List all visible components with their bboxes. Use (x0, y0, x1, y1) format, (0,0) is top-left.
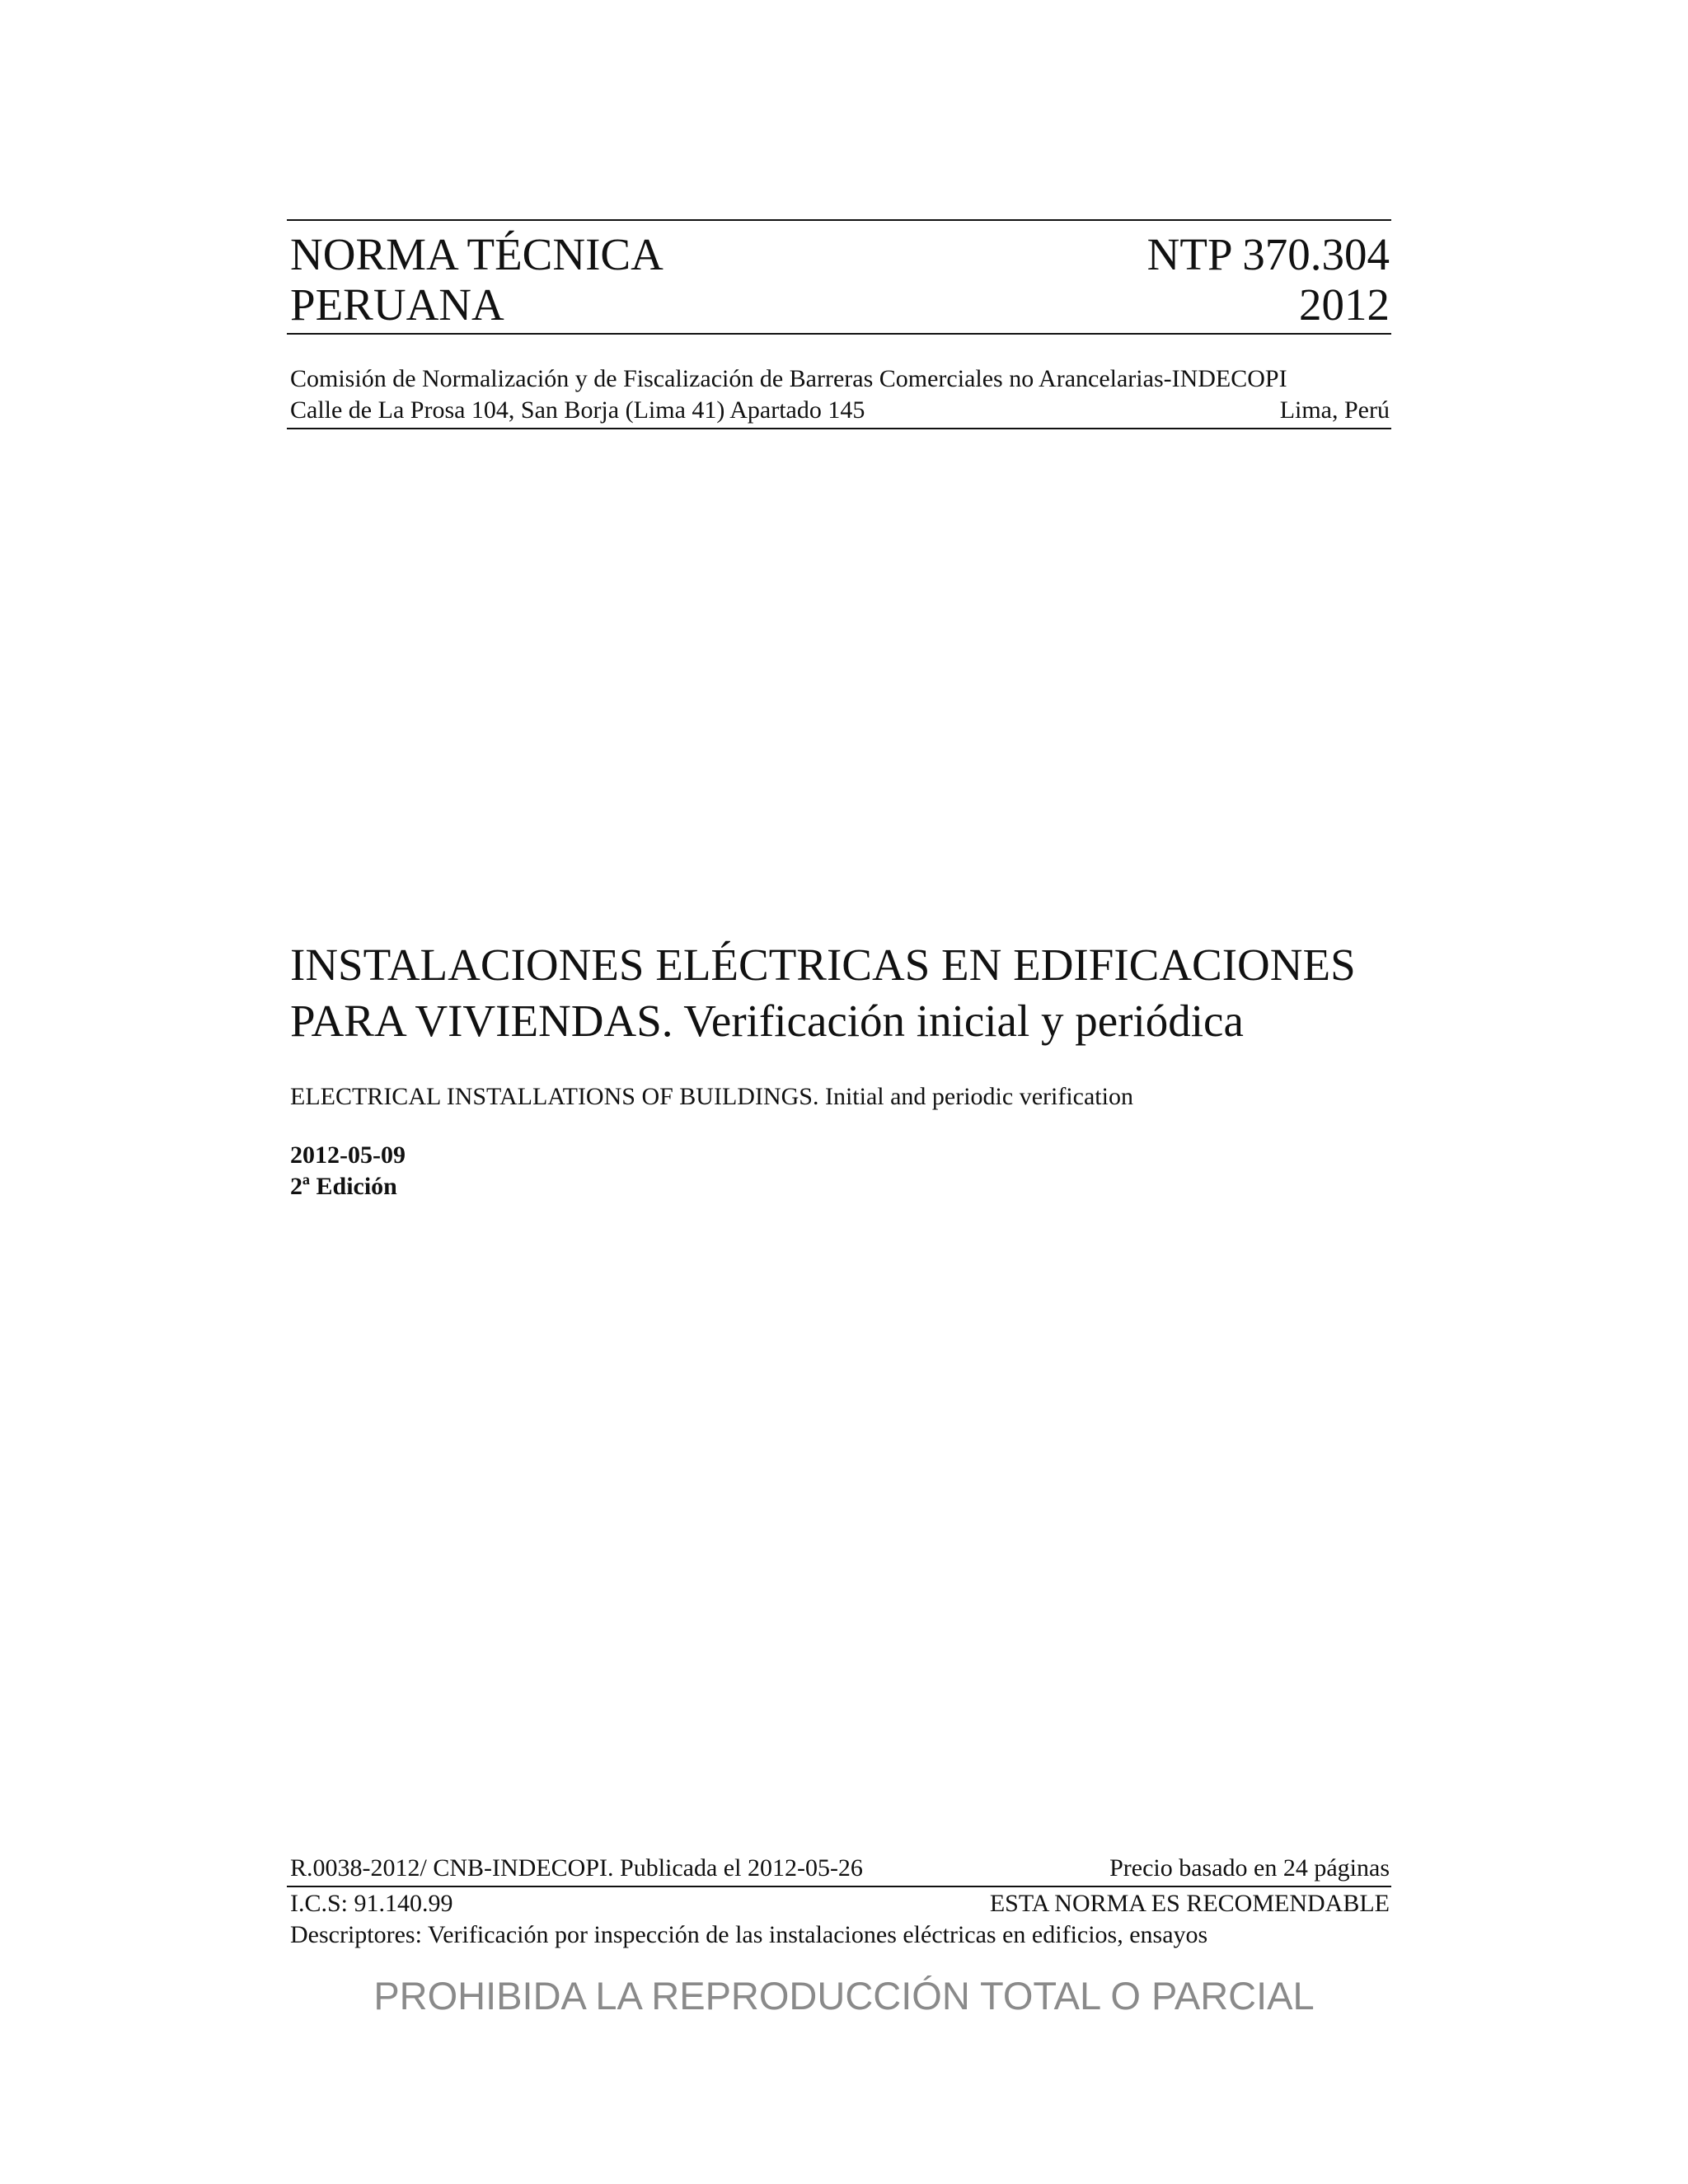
header-top-rule (287, 219, 1391, 221)
document-title-line1: INSTALACIONES ELÉCTRICAS EN EDIFICACIONES (290, 940, 1356, 990)
commission-name: Comisión de Normalización y de Fiscalización de Barreras Comerciales no Arancelarias-INDECOPI (290, 365, 1287, 392)
approval-date: 2012-05-09 (290, 1141, 406, 1169)
ics-code: I.C.S: 91.140.99 (290, 1890, 453, 1917)
english-title: ELECTRICAL INSTALLATIONS OF BUILDINGS. Initial and periodic verification (290, 1083, 1133, 1110)
norm-title-line2: PERUANA (290, 279, 504, 330)
commission-address: Calle de La Prosa 104, San Borja (Lima 41) Apartado 145 (290, 396, 865, 424)
norm-title-line1: NORMA TÉCNICA (290, 229, 663, 279)
reproduction-notice: PROHIBIDA LA REPRODUCCIÓN TOTAL O PARCIAL (373, 1974, 1315, 2018)
commission-city: Lima, Perú (1279, 396, 1390, 424)
header-bottom-rule (287, 333, 1391, 335)
document-title-line2: PARA VIVIENDAS. Verificación inicial y periódica (290, 996, 1244, 1046)
edition: 2ª Edición (290, 1173, 397, 1200)
footer-rule (287, 1886, 1391, 1887)
resolution-text: R.0038-2012/ CNB-INDECOPI. Publicada el 2012-05-26 (290, 1854, 863, 1882)
organization-rule (287, 428, 1391, 429)
norm-year: 2012 (1299, 279, 1390, 330)
descriptors-text: Descriptores: Verificación por inspección de las instalaciones eléctricas en edificios, ensayos (290, 1921, 1208, 1948)
recommendation-text: ESTA NORMA ES RECOMENDABLE (989, 1890, 1390, 1917)
price-text: Precio basado en 24 páginas (1109, 1854, 1390, 1882)
norm-code: NTP 370.304 (1146, 229, 1390, 279)
